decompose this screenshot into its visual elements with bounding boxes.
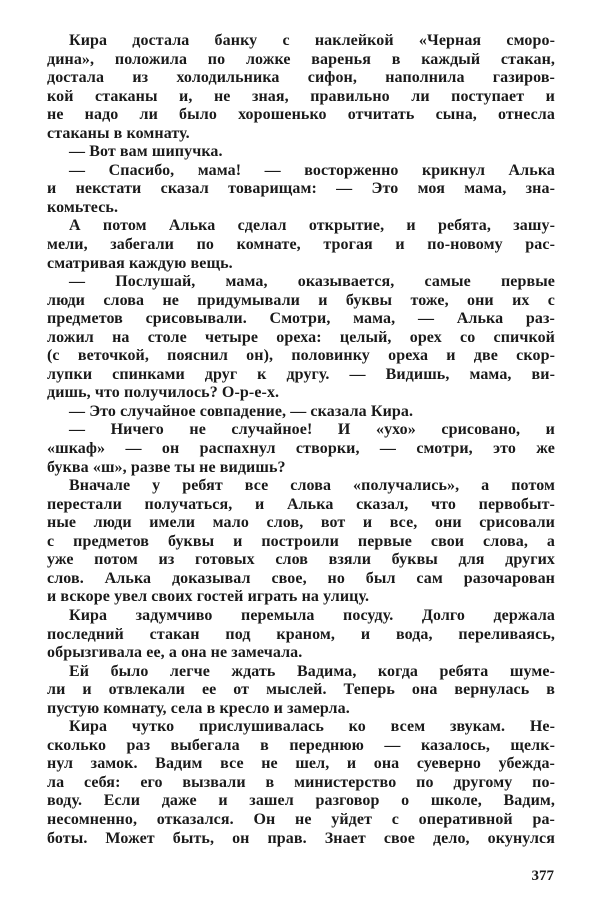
text-line: (с веточкой, пояснил он), половинку ореха и две скор- xyxy=(47,347,555,365)
text-line: Кира задумчиво перемыла посуду. Долго держала xyxy=(69,606,555,624)
text-line: и некстати сказал товарищам: — Это моя мама, зна- xyxy=(47,180,555,198)
text-line: достала из холодильника сифон, наполнила газиров- xyxy=(47,69,555,87)
page-number: 377 xyxy=(531,868,554,884)
text-line: «шкаф» — он распахнул створки, — смотри, это же xyxy=(47,440,555,458)
text-line: не надо ли было хорошенько отчитать сына, отнесла xyxy=(47,106,555,124)
text-line: обрызгивала ее, а она не замечала. xyxy=(47,644,303,662)
text-line: — Это случайное совпадение, — сказала Кира. xyxy=(69,402,414,420)
text-line: слов. Алька доказывал свое, но был сам разочарован xyxy=(47,569,555,587)
text-line: с предметов буквы и построили первые свои слова, а xyxy=(47,532,555,550)
text-line: — Спасибо, мама! — восторженно крикнул Алька xyxy=(69,161,555,179)
text-line: и вскоре увел своих гостей играть на улицу. xyxy=(47,588,370,606)
text-line: А потом Алька сделал открытие, и ребята, зашу- xyxy=(69,217,555,235)
text-line: пустую комнату, села в кресло и замерла. xyxy=(47,699,350,717)
book-page-text xyxy=(47,32,555,848)
text-line: предметов срисовывали. Смотри, мама, — Алька раз- xyxy=(47,310,555,328)
text-line: кой стаканы и, не зная, правильно ли поступает и xyxy=(47,87,555,105)
text-line: мели, забегали по комнате, трогая и по-новому рас- xyxy=(47,236,555,254)
text-line: Вначале у ребят все слова «получались», а потом xyxy=(69,477,555,495)
text-line: дишь, что получилось? О-р-е-х. xyxy=(47,384,280,402)
text-line: ложил на столе четыре ореха: целый, орех со спичкой xyxy=(47,328,555,346)
text-line: ли и отвлекали ее от мыслей. Теперь она вернулась в xyxy=(47,681,555,699)
text-line: — Послушай, мама, оказывается, самые первые xyxy=(69,273,555,291)
text-line: лупки спинками друг к другу. — Видишь, мама, ви- xyxy=(47,365,555,383)
text-line: боты. Может быть, он прав. Знает свое дело, окунулся xyxy=(47,829,555,847)
text-line: сколько раз выбегала в переднюю — казалось, щелк- xyxy=(47,736,555,754)
text-line: воду. Если даже и зашел разговор о школе, Вадим, xyxy=(47,792,555,810)
text-line: буква «ш», разве ты не видишь? xyxy=(47,458,286,476)
text-line: ла себя: его вызвали в министерство по другому по- xyxy=(47,773,555,791)
text-line: дина», положила по ложке варенья в каждый стакан, xyxy=(47,50,555,68)
text-line: сматривая каждую вещь. xyxy=(47,254,233,272)
text-line: — Вот вам шипучка. xyxy=(69,143,223,161)
text-line: ные люди имели мало слов, вот и все, они срисовали xyxy=(47,514,555,532)
text-line: несомненно, отказался. Он не уйдет с оперативной ра- xyxy=(47,810,555,828)
text-line: — Ничего не случайное! И «ухо» срисовано, и xyxy=(69,421,555,439)
text-line: комьтесь. xyxy=(47,198,119,216)
text-line: стаканы в комнату. xyxy=(47,124,190,142)
text-line: люди слова не придумывали и буквы тоже, они их с xyxy=(47,291,555,309)
text-line: последний стакан под краном, и вода, переливаясь, xyxy=(47,625,555,643)
text-line: Ей было легче ждать Вадима, когда ребята шуме- xyxy=(69,662,555,680)
text-line: нул замок. Вадим все не шел, и она суеверно убежда- xyxy=(47,755,555,773)
text-line: перестали получаться, и Алька сказал, что первобыт- xyxy=(47,495,555,513)
text-line: Кира достала банку с наклейкой «Черная сморо- xyxy=(69,32,555,49)
text-line: Кира чутко прислушивалась ко всем звукам. Не- xyxy=(69,718,555,736)
text-line: уже потом из готовых слов взяли буквы для других xyxy=(47,551,555,569)
